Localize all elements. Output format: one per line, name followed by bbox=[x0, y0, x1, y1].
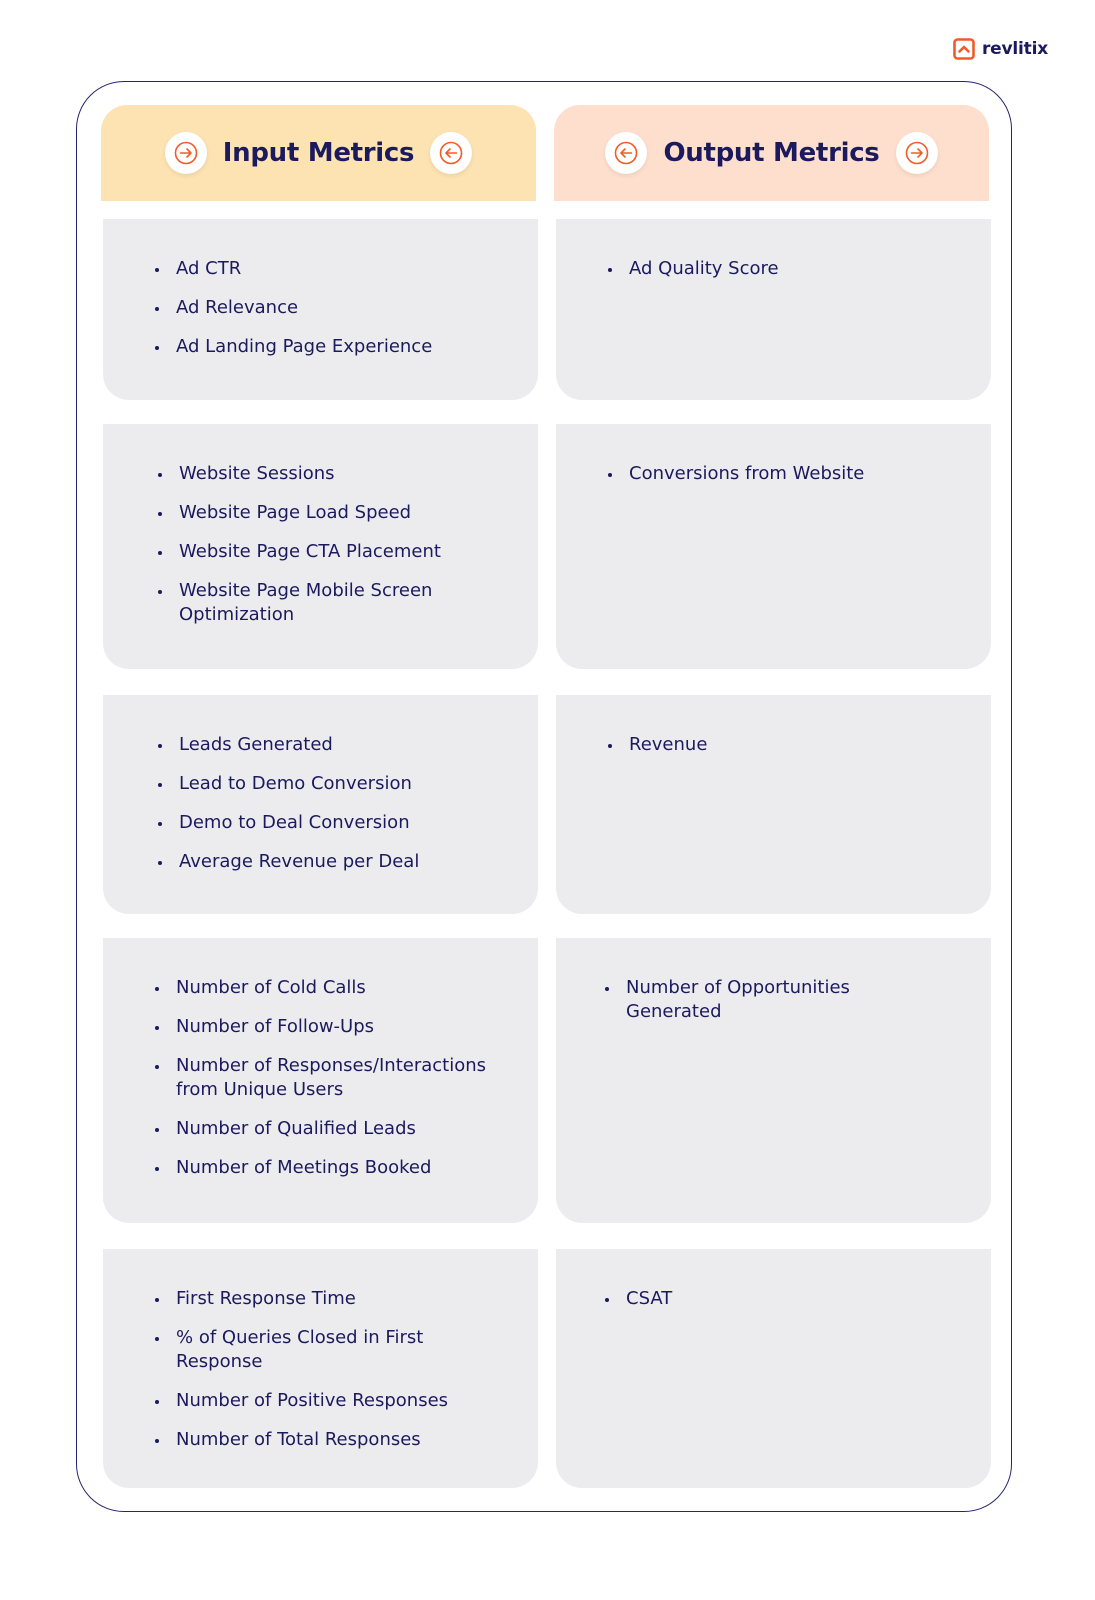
output-metric-list bbox=[608, 733, 967, 772]
output-card-revenue bbox=[556, 695, 991, 914]
list-item: Website Page Load Speed bbox=[158, 501, 514, 525]
list-item: CSAT bbox=[605, 1287, 967, 1311]
output-metrics-title: Output Metrics bbox=[663, 138, 880, 168]
input-card-support bbox=[103, 1249, 538, 1488]
input-metric-list bbox=[155, 1287, 514, 1467]
list-item: Ad CTR bbox=[155, 257, 514, 281]
list-item: Website Page Mobile Screen Optimization bbox=[158, 579, 514, 627]
list-item: Number of Opportunities Generated bbox=[605, 976, 901, 1024]
list-item: % of Queries Closed in First Response bbox=[155, 1326, 514, 1374]
output-metric-list bbox=[608, 257, 967, 296]
input-card-website bbox=[103, 424, 538, 669]
list-item: Number of Cold Calls bbox=[155, 976, 514, 1000]
arrow-left-icon bbox=[605, 132, 647, 174]
list-item: Number of Meetings Booked bbox=[155, 1156, 514, 1180]
input-card-leads bbox=[103, 695, 538, 914]
output-metric-list bbox=[608, 462, 967, 501]
arrow-right-icon bbox=[896, 132, 938, 174]
input-metric-list bbox=[158, 462, 514, 642]
list-item: Ad Quality Score bbox=[608, 257, 967, 281]
list-item: Number of Follow-Ups bbox=[155, 1015, 514, 1039]
output-card-opportunities bbox=[556, 938, 991, 1223]
list-item: Number of Responses/Interactions from Unique Users bbox=[155, 1054, 514, 1102]
output-metric-list bbox=[605, 1287, 967, 1326]
arrow-left-icon bbox=[430, 132, 472, 174]
list-item: First Response Time bbox=[155, 1287, 514, 1311]
brand-name: revlitix bbox=[982, 39, 1048, 59]
input-metric-list bbox=[155, 976, 514, 1195]
output-card-ad bbox=[556, 219, 991, 400]
input-card-ad bbox=[103, 219, 538, 400]
list-item: Revenue bbox=[608, 733, 967, 757]
input-metrics-header bbox=[101, 105, 536, 201]
list-item: Number of Positive Responses bbox=[155, 1389, 514, 1413]
list-item: Leads Generated bbox=[158, 733, 514, 757]
output-card-website bbox=[556, 424, 991, 669]
input-card-outreach bbox=[103, 938, 538, 1223]
input-metric-list bbox=[158, 733, 514, 889]
list-item: Ad Relevance bbox=[155, 296, 514, 320]
input-metrics-title: Input Metrics bbox=[222, 138, 415, 168]
list-item: Average Revenue per Deal bbox=[158, 850, 514, 874]
list-item: Website Sessions bbox=[158, 462, 514, 486]
list-item: Conversions from Website bbox=[608, 462, 967, 486]
list-item: Lead to Demo Conversion bbox=[158, 772, 514, 796]
list-item: Demo to Deal Conversion bbox=[158, 811, 514, 835]
revlitix-logo-icon bbox=[952, 37, 976, 61]
list-item: Ad Landing Page Experience bbox=[155, 335, 514, 359]
output-card-csat bbox=[556, 1249, 991, 1488]
list-item: Number of Qualified Leads bbox=[155, 1117, 514, 1141]
output-metrics-header bbox=[554, 105, 989, 201]
input-metric-list bbox=[155, 257, 514, 374]
brand-logo bbox=[952, 37, 1048, 61]
list-item: Number of Total Responses bbox=[155, 1428, 514, 1452]
arrow-right-icon bbox=[165, 132, 207, 174]
list-item: Website Page CTA Placement bbox=[158, 540, 514, 564]
output-metric-list bbox=[605, 976, 901, 1039]
